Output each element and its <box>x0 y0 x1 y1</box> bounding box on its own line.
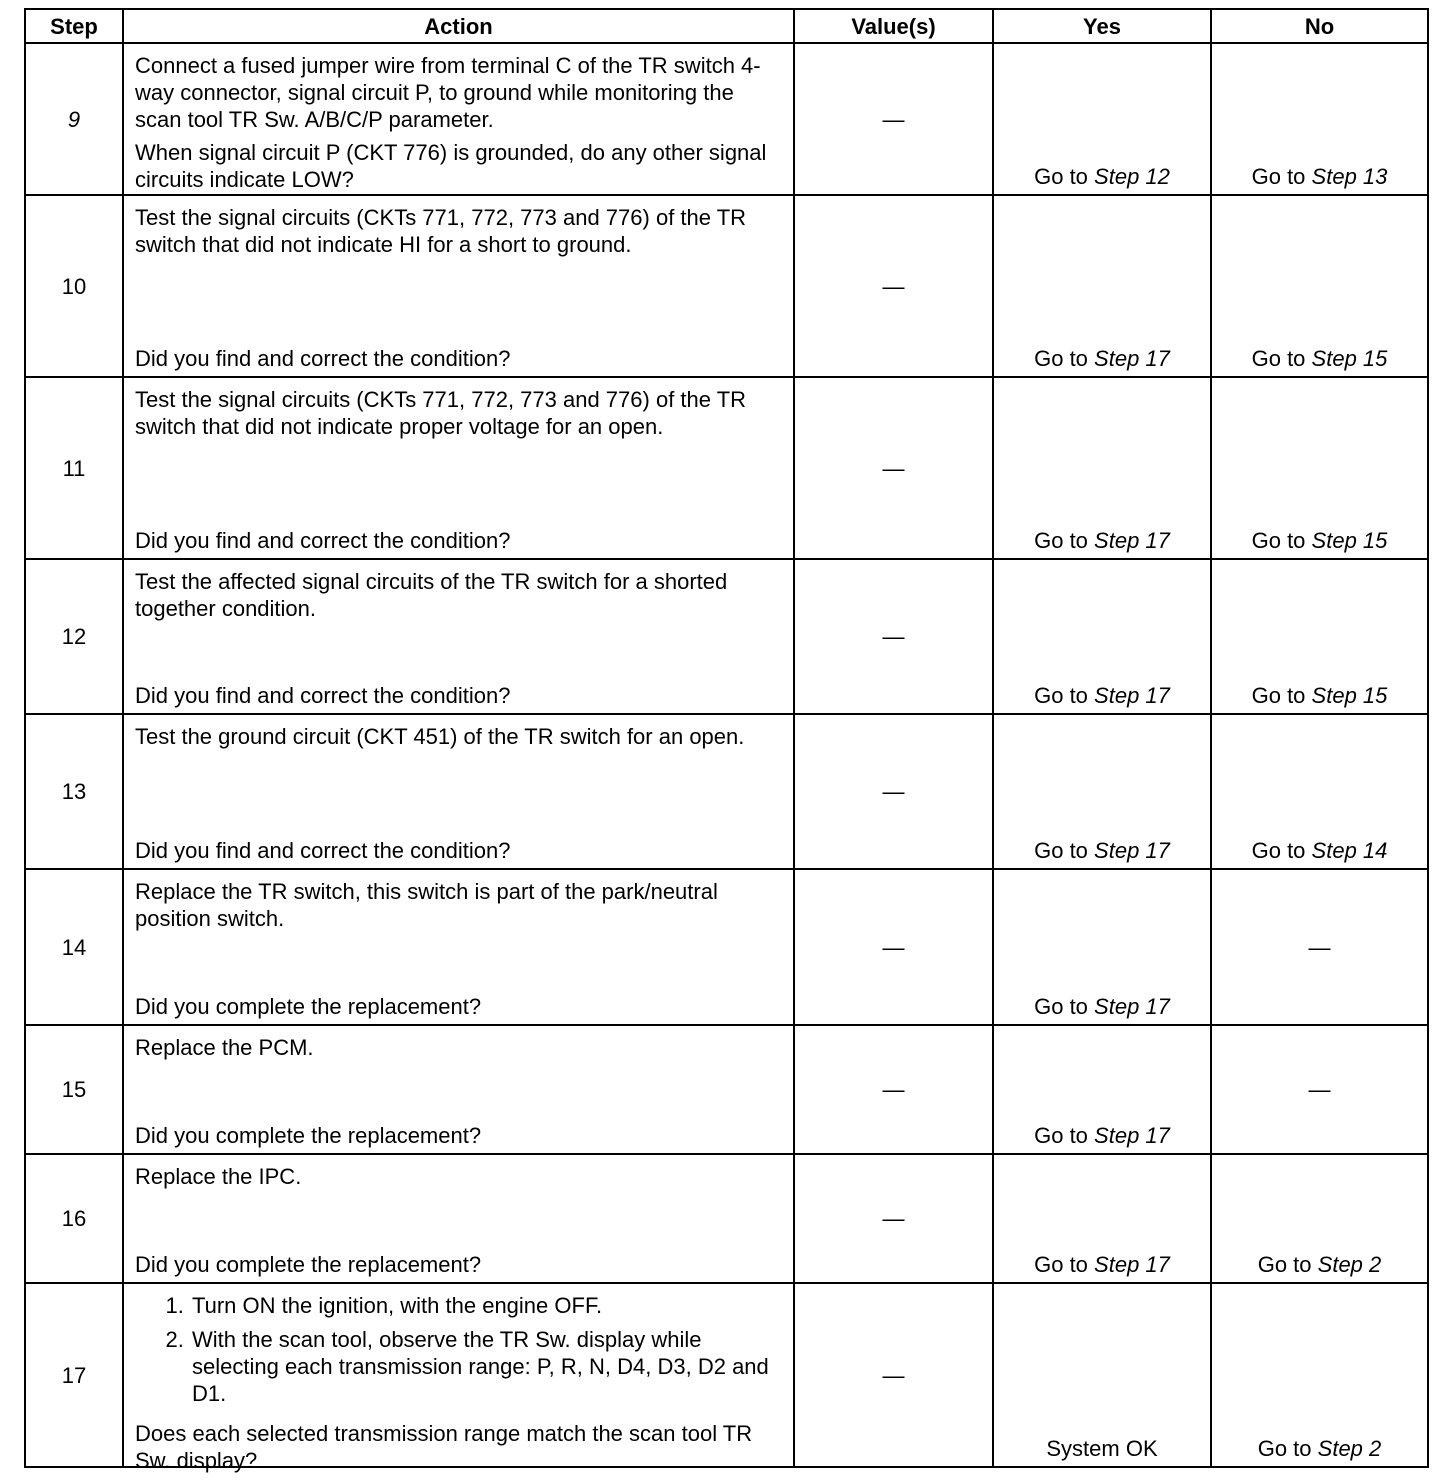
action-content <box>135 1026 783 1153</box>
value-cell: — <box>794 869 993 1025</box>
action-cell <box>123 714 794 869</box>
action-cell <box>123 1283 794 1473</box>
no-cell <box>1211 869 1428 1025</box>
yes-cell <box>993 1154 1211 1283</box>
yes-cell <box>993 195 1211 377</box>
action-instructions <box>135 568 783 622</box>
no-cell <box>1211 1154 1428 1283</box>
no-step-ref: Step 15 <box>1311 528 1388 553</box>
no-cell <box>1211 1283 1428 1467</box>
yes-cell <box>993 714 1211 869</box>
table-row <box>25 714 1428 869</box>
action-question: Did you find and correct the condition? <box>135 346 511 371</box>
action-text: Test the ground circuit (CKT 451) of the TR switch for an open. <box>135 724 745 749</box>
table-row <box>25 1025 1428 1154</box>
value-cell: — <box>794 1025 993 1154</box>
no-prefix: Go to <box>1251 164 1306 189</box>
yes-cell <box>993 43 1211 195</box>
no-text: — <box>1308 1077 1331 1102</box>
value-cell: — <box>794 195 993 377</box>
step-number: 14 <box>25 869 123 1025</box>
table-row <box>25 1283 1428 1467</box>
yes-step-ref: Step 17 <box>1094 528 1170 553</box>
table-row <box>25 559 1428 714</box>
action-content <box>135 44 783 194</box>
header-values: Value(s) <box>794 9 993 43</box>
no-cell <box>1211 195 1428 377</box>
header-yes: Yes <box>993 9 1211 43</box>
value-cell: — <box>794 43 993 195</box>
yes-cell <box>993 869 1211 1025</box>
yes-prefix: Go to <box>1034 346 1088 371</box>
action-content <box>135 378 783 558</box>
yes-prefix: Go to <box>1034 528 1088 553</box>
action-content <box>135 715 783 868</box>
action-question: When signal circuit P (CKT 776) is grounded, do any other signal circuits indicate LOW? <box>135 140 767 192</box>
action-question: Did you find and correct the condition? <box>135 528 511 553</box>
action-question: Did you complete the replacement? <box>135 1123 482 1148</box>
action-instructions <box>135 1034 783 1061</box>
yes-step-ref: Step 17 <box>1094 346 1170 371</box>
action-text: Replace the IPC. <box>135 1164 302 1189</box>
step-number: 16 <box>25 1154 123 1283</box>
action-cell <box>123 1025 794 1154</box>
action-instructions <box>135 1163 783 1190</box>
no-step-ref: Step 13 <box>1311 164 1388 189</box>
value-cell: — <box>794 1154 993 1283</box>
yes-prefix: Go to <box>1034 994 1088 1019</box>
no-cell <box>1211 1025 1428 1154</box>
header-row <box>25 9 1428 43</box>
yes-cell <box>993 377 1211 559</box>
header-action: Action <box>123 9 794 43</box>
action-text: Test the signal circuits (CKTs 771, 772, 773 and 776) of the TR switch that did not indicate HI for a short to ground. <box>135 205 747 257</box>
yes-step-ref: Step 17 <box>1094 1123 1170 1148</box>
table-row <box>25 43 1428 195</box>
step-number: 10 <box>25 195 123 377</box>
action-text: Connect a fused jumper wire from terminal C of the TR switch 4-way connector, signal circuit P, to ground while monitoring the scan tool TR Sw. A/B/C/P parameter. <box>135 53 761 132</box>
step-number: 13 <box>25 714 123 869</box>
action-instructions <box>135 52 783 133</box>
no-step-ref: Step 15 <box>1311 346 1388 371</box>
action-cell <box>123 43 794 195</box>
no-cell <box>1211 559 1428 714</box>
yes-text: System OK <box>1046 1436 1158 1461</box>
no-step-ref: Step 14 <box>1311 838 1388 863</box>
yes-prefix: Go to <box>1034 683 1088 708</box>
no-cell <box>1211 377 1428 559</box>
action-content <box>135 1155 783 1282</box>
header-no: No <box>1211 9 1428 43</box>
action-instructions <box>135 386 783 440</box>
value-cell: — <box>794 559 993 714</box>
action-instructions <box>135 723 783 750</box>
diagnostic-table <box>24 8 1429 1473</box>
table-row <box>25 195 1428 377</box>
yes-step-ref: Step 17 <box>1094 838 1170 863</box>
action-cell <box>123 869 794 1025</box>
table-row <box>25 869 1428 1025</box>
no-prefix: Go to <box>1251 346 1306 371</box>
yes-prefix: Go to <box>1034 1123 1088 1148</box>
yes-step-ref: Step 17 <box>1094 683 1170 708</box>
no-prefix: Go to <box>1251 838 1306 863</box>
no-cell <box>1211 714 1428 869</box>
no-text: — <box>1308 934 1331 960</box>
action-text: Replace the PCM. <box>135 1035 314 1060</box>
action-question: Did you find and correct the condition? <box>135 838 511 863</box>
no-cell <box>1211 43 1428 195</box>
action-instructions <box>135 1292 783 1414</box>
no-prefix: Go to <box>1251 528 1306 553</box>
yes-cell <box>993 1283 1211 1467</box>
list-item: 2. With the scan tool, observe the TR Sw. display while selecting each transmission range: P, R, N, D4, D3, D2 and D1. <box>190 1326 783 1407</box>
table-row <box>25 377 1428 559</box>
action-content <box>135 1284 783 1473</box>
step-number: 12 <box>25 559 123 714</box>
action-steps-list <box>135 1292 783 1407</box>
action-question: Did you complete the replacement? <box>135 994 482 1019</box>
step-number: 9 <box>25 43 123 195</box>
no-step-ref: Step 15 <box>1311 683 1388 708</box>
action-question: Did you find and correct the condition? <box>135 683 511 708</box>
action-text: Test the signal circuits (CKTs 771, 772, 773 and 776) of the TR switch that did not indicate proper voltage for an open. <box>135 387 747 439</box>
table-row <box>25 1154 1428 1283</box>
yes-step-ref: Step 17 <box>1094 994 1170 1019</box>
yes-prefix: Go to <box>1034 838 1088 863</box>
yes-cell <box>993 1025 1211 1154</box>
step-number: 11 <box>25 377 123 559</box>
value-cell: — <box>794 377 993 559</box>
yes-step-ref: Step 12 <box>1094 164 1170 189</box>
action-question: Did you complete the replacement? <box>135 1252 482 1277</box>
no-step-ref: Step 2 <box>1317 1436 1382 1461</box>
action-question: Does each selected transmission range match the scan tool TR Sw. display? <box>135 1421 753 1473</box>
action-instructions <box>135 878 783 932</box>
header-step: Step <box>25 9 123 43</box>
list-item: 1. Turn ON the ignition, with the engine OFF. <box>190 1292 783 1319</box>
yes-step-ref: Step 17 <box>1094 1252 1170 1277</box>
no-step-ref: Step 2 <box>1317 1252 1382 1277</box>
action-cell <box>123 195 794 377</box>
action-content <box>135 196 783 376</box>
value-cell: — <box>794 714 993 869</box>
action-text: Replace the TR switch, this switch is part of the park/neutral position switch. <box>135 879 718 931</box>
action-cell <box>123 1154 794 1283</box>
yes-cell <box>993 559 1211 714</box>
action-content <box>135 870 783 1024</box>
action-text: Test the affected signal circuits of the TR switch for a shorted together condition. <box>135 569 728 621</box>
yes-prefix: Go to <box>1034 164 1088 189</box>
action-cell <box>123 559 794 714</box>
no-prefix: Go to <box>1257 1436 1312 1461</box>
no-prefix: Go to <box>1251 683 1306 708</box>
yes-prefix: Go to <box>1034 1252 1088 1277</box>
step-number: 15 <box>25 1025 123 1154</box>
action-content <box>135 560 783 713</box>
value-cell: — <box>794 1283 993 1467</box>
no-prefix: Go to <box>1257 1252 1312 1277</box>
step-number: 17 <box>25 1283 123 1467</box>
action-instructions <box>135 204 783 258</box>
action-cell <box>123 377 794 559</box>
